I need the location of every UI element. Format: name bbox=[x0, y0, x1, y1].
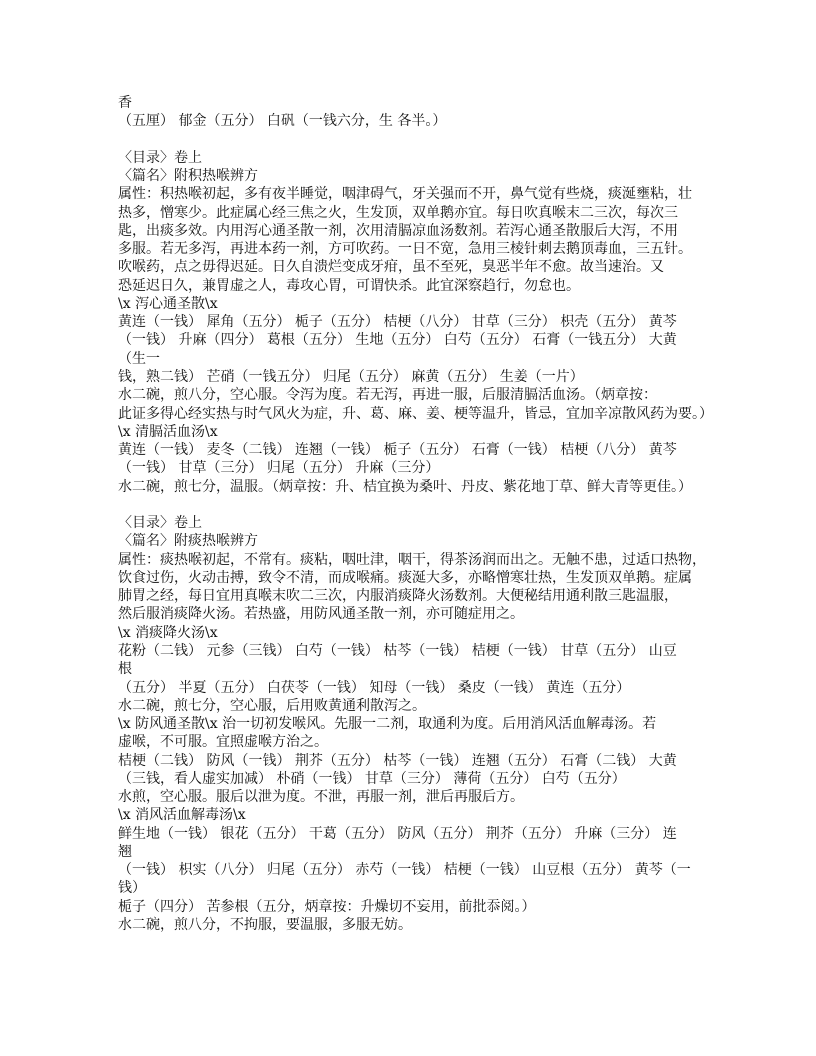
text-line: 然后服消痰降火汤。若热盛，用防风通圣散一剂，亦可随症用之。 bbox=[118, 606, 524, 623]
formula-title: \x 消痰降火汤\x bbox=[118, 624, 218, 641]
text-line: 饮食过伤，火动击搏，致令不清，而成喉痛。痰涎大多，亦略憎寒壮热，生发顶双单鹅。症属 bbox=[118, 569, 692, 586]
text-line: 热多，憎寒少。此症属心经三焦之火，生发顶，双单鹅亦宜。每日吹真喉末二三次，每次三 bbox=[118, 204, 678, 221]
text-line: 此证多得心经实热与时气风火为症，升、葛、麻、姜、梗等温升，皆忌，宜加辛凉散风药为要。） bbox=[118, 405, 713, 422]
formula-title: \x 防风通圣散\x 治一切初发喉风。先服一二剂，取通利为度。后用消风活血解毒汤。若 bbox=[118, 716, 657, 733]
text-line: （五厘） 郁金（五分） 白矾（一钱六分，生 各半。） bbox=[118, 113, 447, 130]
text-line: 黄连（一钱） 犀角（五分） 栀子（五分） 桔梗（八分） 甘草（三分） 枳壳（五分） 黄芩 bbox=[118, 314, 677, 331]
blank-line bbox=[118, 496, 718, 514]
catalog-heading: 〈目录〉卷上 bbox=[118, 515, 202, 532]
text-line: 花粉（二钱） 元参（三钱） 白芍（一钱） 枯芩（一钱） 桔梗（一钱） 甘草（五分） 山豆 bbox=[118, 642, 677, 659]
text-line: 水煎，空心服。服后以泄为度。不泄，再服一剂，泄后再服后方。 bbox=[118, 789, 524, 806]
formula-title: \x 消风活血解毒汤\x bbox=[118, 807, 246, 824]
text-line: （三钱，看人虚实加减） 朴硝（一钱） 甘草（三分） 薄荷（五分） 白芍（五分） bbox=[118, 770, 626, 787]
text-line: 桔梗（二钱） 防风（一钱） 荆芥（五分） 枯芩（一钱） 连翘（五分） 石膏（二钱） 大黄 bbox=[118, 752, 677, 769]
text-line: 虚喉，不可服。宜照虚喉方治之。 bbox=[118, 734, 328, 751]
text-line: （一钱） 枳实（八分） 归尾（五分） 赤芍（一钱） 桔梗（一钱） 山豆根（五分） 黄芩（一 bbox=[118, 862, 691, 879]
text-line: 香 bbox=[118, 95, 132, 111]
text-line: 肺胃之经，每日宜用真喉末吹二三次，内服消痰降火汤数剂。大便秘结用通利散三匙温服， bbox=[118, 588, 678, 605]
text-line: 水二碗，煎七分，温服。（炳章按：升、桔宜换为桑叶、丹皮、紫花地丁草、鲜大青等更佳。） bbox=[118, 478, 692, 495]
chapter-title: 〈篇名〉附痰热喉辨方 bbox=[118, 533, 258, 550]
text-line: （五分） 半夏（五分） 白茯苓（一钱） 知母（一钱） 桑皮（一钱） 黄连（五分） bbox=[118, 679, 631, 696]
text-line: 水二碗，煎七分，空心服，后用败黄通利散泻之。 bbox=[118, 697, 426, 714]
text-line: 黄连（一钱） 麦冬（二钱） 连翘（一钱） 栀子（五分） 石膏（一钱） 桔梗（八分） 黄芩 bbox=[118, 442, 677, 459]
text-line: （生一 bbox=[118, 350, 160, 367]
text-line: 属性：痰热喉初起，不常有。痰粘，咽吐津，咽干，得茶汤润而出之。无触不患，过适口热物， bbox=[118, 551, 706, 568]
text-line: （一钱） 升麻（四分） 葛根（五分） 生地（五分） 白芍（五分） 石膏（一钱五分） 大黄 bbox=[118, 332, 677, 349]
formula-title: \x 清膈活血汤\x bbox=[118, 423, 218, 440]
text-line: 钱，熟二钱） 芒硝（一钱五分） 归尾（五分） 麻黄（五分） 生姜（一片） bbox=[118, 368, 584, 385]
formula-title: \x 泻心通圣散\x bbox=[118, 295, 218, 312]
text-line: 属性：积热喉初起，多有夜半睡觉，咽津碍气，牙关强而不开，鼻气觉有些烧，痰涎壅粘，壮 bbox=[118, 186, 692, 203]
text-line: 栀子（四分） 苦参根（五分，炳章按：升燥切不妄用，前批忝阅。） bbox=[118, 898, 536, 915]
text-line: 水二碗，煎八分，空心服。令泻为度。若无泻，再进一服，后服清膈活血汤。（炳章按： bbox=[118, 387, 657, 404]
text-line: 钱） bbox=[118, 880, 146, 897]
document-body bbox=[118, 94, 718, 934]
text-line: 匙，出痰多效。内用泻心通圣散一剂，次用清膈凉血汤数剂。若泻心通圣散服后大泻，不用 bbox=[118, 222, 678, 239]
text-line: 翘 bbox=[118, 843, 132, 860]
text-line: 根 bbox=[118, 661, 132, 678]
text-line: 吹喉药，点之毋得迟延。日久自溃烂变成牙疳，虽不至死，臭恶半年不愈。故当速治。又 bbox=[118, 259, 664, 276]
text-line: 鲜生地（一钱） 银花（五分） 干葛（五分） 防风（五分） 荆芥（五分） 升麻（三分） 连 bbox=[118, 825, 677, 842]
text-line: （一钱） 甘草（三分） 归尾（五分） 升麻（三分） bbox=[118, 460, 440, 477]
blank-line bbox=[118, 131, 718, 149]
chapter-title: 〈篇名〉附积热喉辨方 bbox=[118, 168, 258, 185]
text-line: 恐延迟日久，兼胃虚之人，毒攻心胃，可谓快杀。此宜深察趋行，勿怠也。 bbox=[118, 277, 580, 294]
text-line: 水二碗，煎八分，不拘服，要温服，多服无妨。 bbox=[118, 916, 412, 933]
text-line: 多服。若无多泻，再进本药一剂，方可吹药。一日不宽，急用三棱针刺去鹅顶毒血，三五针。 bbox=[118, 241, 692, 258]
catalog-heading: 〈目录〉卷上 bbox=[118, 149, 202, 166]
